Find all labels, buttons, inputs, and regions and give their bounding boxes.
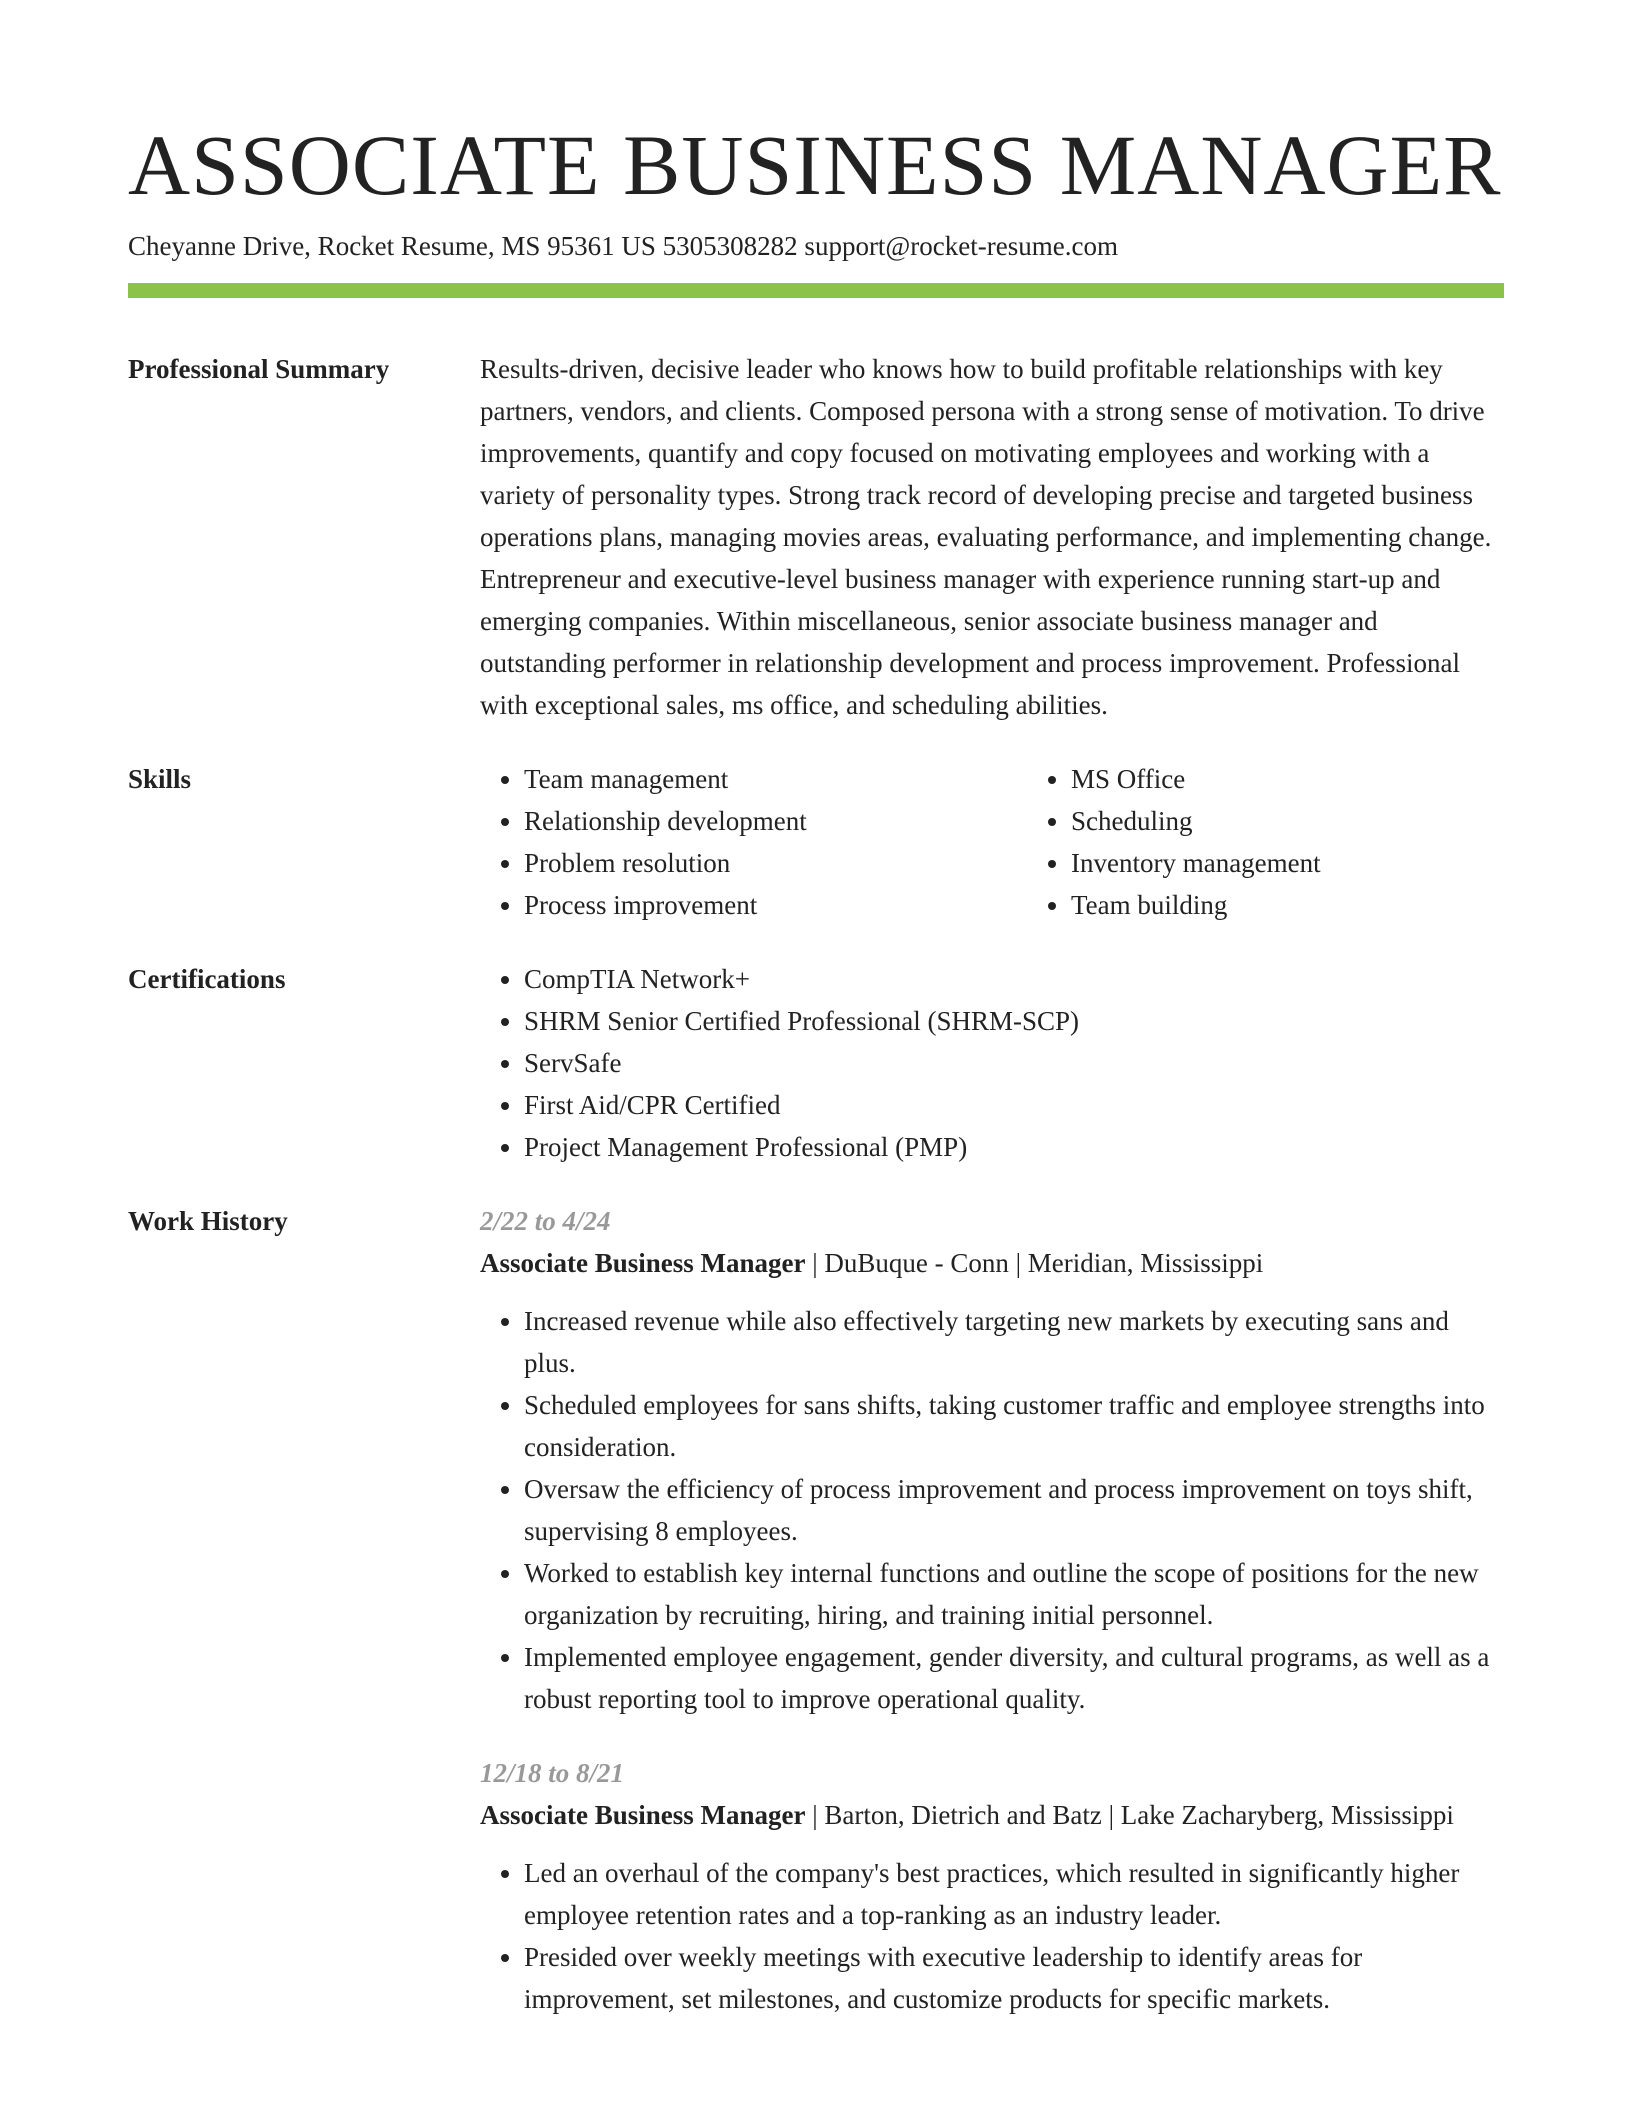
skills-heading: Skills [128,763,192,794]
job-employer-location: | Barton, Dietrich and Batz | Lake Zacharyberg, Mississippi [805,1799,1454,1830]
resume-page [128,118,1504,2020]
job-entry [480,1200,1504,1720]
summary-heading: Professional Summary [128,353,390,384]
certifications-heading: Certifications [128,963,286,994]
job-employer-location: | DuBuque - Conn | Meridian, Mississippi [805,1247,1264,1278]
job-heading [480,1794,1504,1836]
job-bullet: • Scheduled employees for sans shifts, taking customer traffic and employee strengths into consideration. [524,1384,1504,1468]
summary-text: Results-driven, decisive leader who knows how to build profitable relationships with key partners, vendors, and clients. Composed persona with a strong sense of motivation. To drive improvements, quantify and copy focused on motivating employees and working with a variety of personality types. Strong track record of developing precise and targeted business operations plans, managing movies areas, evaluating performance, and implementing change. Entrepreneur and executive-level business manager with experience running start-up and emerging companies. Within miscellaneous, senior associate business manager and outstanding performer in relationship development and process improvement. Professional with exceptional sales, ms office, and scheduling abilities. [480,353,1492,720]
summary-section [128,348,1504,726]
job-bullet: • Worked to establish key internal functions and outline the scope of positions for the new organization by recruiting, hiring, and training initial personnel. [524,1552,1504,1636]
certification-item: • First Aid/CPR Certified [524,1084,1504,1126]
skill-item: • Inventory management [1071,842,1574,884]
work-history-section [128,1200,1504,2020]
skill-item: • Scheduling [1071,800,1574,842]
certifications-section [128,958,1504,1168]
job-dates: 12/18 to 8/21 [480,1757,625,1788]
resume-name: ASSOCIATE BUSINESS MANAGER [128,117,1502,213]
work-history-heading: Work History [128,1205,288,1236]
contact-line: Cheyanne Drive, Rocket Resume, MS 95361 US 5305308282 support@rocket-resume.com [128,230,1118,261]
certification-item: • CompTIA Network+ [524,958,1504,1000]
certifications-list [480,958,1504,1168]
job-bullet: • Led an overhaul of the company's best practices, which resulted in significantly higher employee retention rates and a top-ranking as an industry leader. [524,1852,1504,1936]
job-bullet: • Presided over weekly meetings with executive leadership to identify areas for improvement, set milestones, and customize products for specific markets. [524,1936,1504,2020]
job-bullets [480,1300,1504,1720]
certification-item: • Project Management Professional (PMP) [524,1126,1504,1168]
job-bullet: • Oversaw the efficiency of process improvement and process improvement on toys shift, supervising 8 employees. [524,1468,1504,1552]
skill-item: • Team management [524,758,1027,800]
skill-item: • Process improvement [524,884,1027,926]
skill-item: • Problem resolution [524,842,1027,884]
skills-section [128,758,1504,926]
job-bullet: • Increased revenue while also effectively targeting new markets by executing sans and plus. [524,1300,1504,1384]
job-entry [480,1752,1504,2020]
job-title: Associate Business Manager [480,1247,806,1278]
skills-column-1 [480,758,1027,926]
header-divider [128,283,1504,298]
skill-item: • Team building [1071,884,1574,926]
skill-item: • MS Office [1071,758,1574,800]
job-dates: 2/22 to 4/24 [480,1205,611,1236]
skills-column-2 [1027,758,1574,926]
job-bullet: • Implemented employee engagement, gender diversity, and cultural programs, as well as a robust reporting tool to improve operational quality. [524,1636,1504,1720]
job-title: Associate Business Manager [480,1799,806,1830]
skill-item: • Relationship development [524,800,1027,842]
job-heading [480,1242,1504,1284]
job-bullets [480,1852,1504,2020]
certification-item: • SHRM Senior Certified Professional (SHRM-SCP) [524,1000,1504,1042]
certification-item: • ServSafe [524,1042,1504,1084]
